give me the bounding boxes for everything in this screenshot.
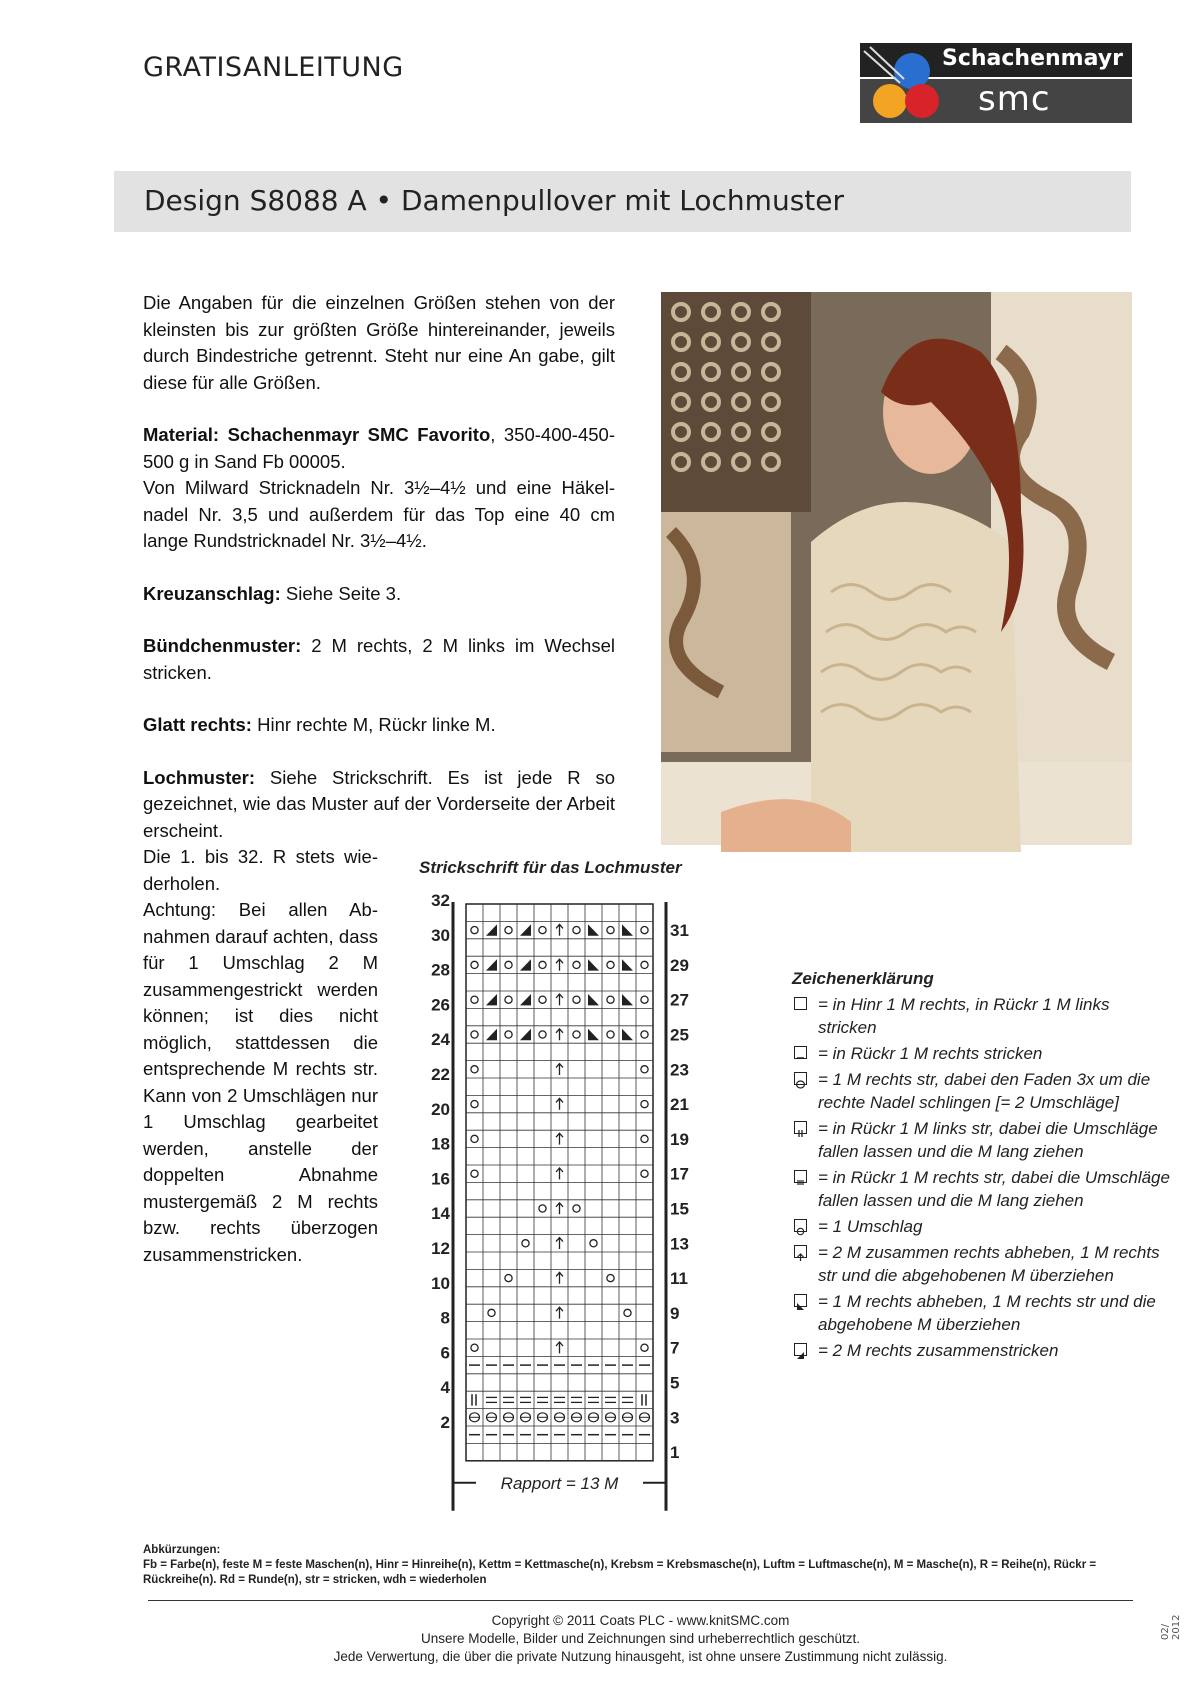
- ssk-triangle-icon: [794, 1294, 807, 1307]
- row-label-right: 27: [670, 990, 689, 1010]
- bars-square-icon: [794, 1121, 807, 1134]
- row-label-right: 1: [670, 1443, 680, 1463]
- row-label-left: 14: [431, 1204, 450, 1224]
- footer-line-2: Unsere Modelle, Bilder und Zeichnungen sind urheberrechtlich geschützt.: [420, 1631, 860, 1646]
- row-label-right: 21: [670, 1095, 689, 1115]
- knitting-chart: [410, 880, 689, 1493]
- logo-smc: smc: [978, 79, 1051, 119]
- row-label-right: 25: [670, 1025, 689, 1045]
- date-stamp: 02/ 2012: [1160, 1614, 1182, 1640]
- design-title: Design S8088 A • Damenpullover mit Lochmuster: [144, 184, 844, 217]
- row-label-right: 17: [670, 1164, 689, 1184]
- loch-paragraph: [143, 765, 615, 845]
- legend-item-k2tog: = 2 M rechts zusammenstricken: [792, 1339, 1172, 1362]
- chart-title: Strickschrift für das Lochmuster: [419, 858, 682, 877]
- glatt-text: Hinr rechte M, Rückr linke M.: [251, 714, 496, 735]
- abbreviations: [143, 1543, 1138, 1588]
- legend-item-ssk: = 1 M rechts abheben, 1 M rechts str und die abgehobene M überziehen: [792, 1290, 1172, 1336]
- arrow-up-square-icon: [794, 1245, 807, 1258]
- row-label-left: 28: [431, 960, 450, 980]
- legend-item-cdd: = 2 M zusammen rechts abheben, 1 M rechts str und die abgehobenen M überziehen: [792, 1241, 1172, 1287]
- row-label-right: 31: [670, 921, 689, 941]
- legend-item-purl: = in Rückr 1 M rechts stricken: [792, 1042, 1172, 1065]
- footer-divider: [148, 1600, 1133, 1601]
- sizes-paragraph: Die Angaben für die einzelnen Größen stehen von der kleinsten bis zur größten Größe hintereinander, jeweils durch Bindestriche getrennt. Steht nur eine An gabe, gilt diese für alle Größen.: [143, 292, 615, 393]
- footer-line-3: Jede Verwertung, die über die private Nutzung hinausgeht, ist ohne unsere Zustimmung nicht zulässig.: [333, 1649, 948, 1664]
- row-label-left: 10: [431, 1273, 450, 1293]
- legend-item-yo: = 1 Umschlag: [792, 1215, 1172, 1238]
- row-label-left: 22: [431, 1065, 450, 1084]
- kreuz-paragraph: [143, 581, 615, 608]
- kreuz-label: Kreuzanschlag:: [143, 582, 281, 604]
- buendchen-text: 2 M rechts, 2 M links im Wechsel stricken.: [143, 635, 615, 683]
- rapport-label: Rapport = 13 M: [500, 1473, 619, 1493]
- legend-title: Zeichenerklärung: [792, 969, 934, 988]
- row-label-left: 12: [431, 1239, 450, 1258]
- kreuz-text: Siehe Seite 3.: [280, 582, 402, 604]
- circle-square-icon: [794, 1219, 807, 1232]
- copyright-line: Copyright © 2011 Coats PLC - www.knitSMC.com: [491, 1613, 790, 1628]
- legend-item-wrap: = 1 M rechts str, dabei den Faden 3x um die rechte Nadel schlingen [= 2 Umschläge]: [792, 1068, 1172, 1114]
- row-label-left: 8: [440, 1308, 450, 1328]
- row-label-left: 6: [440, 1343, 450, 1363]
- row-label-left: 32: [431, 891, 450, 910]
- buendchen-label: Bündchenmuster:: [143, 635, 302, 656]
- material-text: , 350-400-450-500 g in Sand Fb 00005.: [143, 424, 615, 472]
- row-label-right: 19: [670, 1129, 689, 1149]
- row-label-right: 11: [670, 1269, 688, 1289]
- wrap-square-icon: [794, 1072, 807, 1085]
- footer: [148, 1612, 1133, 1666]
- material-paragraph: [143, 422, 615, 555]
- loch-label: Lochmuster:: [143, 766, 256, 788]
- model-photo: [661, 292, 1132, 845]
- yarn-balls-icon: [860, 43, 944, 123]
- empty-square-icon: [794, 997, 807, 1010]
- needles-text: Von Milward Stricknadeln Nr. 3½–4½ und eine Häkelnadel Nr. 3,5 und außerdem für das Top eine 40 cm lange Rundstricknadel Nr. 3½–4½.: [143, 477, 615, 551]
- row-label-right: 29: [670, 955, 689, 975]
- glatt-label: Glatt rechts:: [143, 714, 252, 735]
- legend: [792, 967, 1172, 1365]
- row-label-right: 13: [670, 1234, 689, 1254]
- row-label-left: 4: [440, 1378, 450, 1398]
- repeat-text: Die 1. bis 32. R stets wiederholen.: [143, 846, 378, 894]
- row-label-right: 3: [670, 1408, 680, 1428]
- achtung-text: Achtung: Bei allen Abnahmen darauf achten, dass für 1 Umschlag 2 M zusammengestrickt werden können; ist dies nicht möglich, stattdessen die entsprechende M rechts str. Kann von 2 Umschlägen nur 1 Umschlag gearbeitet werden, anstelle der doppelten Abnahme mustergemäß 2 M rechts bzw. rechts überzogen zusammenstricken.: [143, 899, 378, 1265]
- logo-brand: Schachenmayr: [942, 46, 1123, 71]
- brand-logo: [860, 43, 1132, 123]
- row-label-right: 5: [670, 1373, 680, 1393]
- design-bar: [114, 171, 1131, 232]
- double-dash-square-icon: [794, 1170, 807, 1183]
- row-label-right: 7: [670, 1338, 680, 1358]
- material-label: Material: Schachenmayr SMC Favorito: [143, 424, 491, 445]
- buendchen-paragraph: [143, 633, 615, 686]
- legend-item-drop-purl: = in Rückr 1 M links str, dabei die Umschläge fallen lassen und die M lang ziehen: [792, 1117, 1172, 1163]
- glatt-paragraph: [143, 712, 615, 739]
- row-label-left: 16: [431, 1169, 450, 1189]
- row-label-left: 18: [431, 1134, 450, 1154]
- abbreviations-text: Fb = Farbe(n), feste M = feste Maschen(n), Hinr = Hinreihe(n), Kettm = Kettmasche(n), Krebsm = Krebsmasche(n), Luftm = Luftmasche(n), M = Masche(n), R = Reihe(n), Rückr = Rückreihe(n). Rd = Runde(n), str = stricken, wdh = wiederholen: [143, 1559, 1097, 1586]
- abbreviations-title: Abkürzungen:: [143, 1544, 221, 1556]
- row-label-right: 15: [670, 1199, 689, 1219]
- dash-square-icon: [794, 1046, 807, 1059]
- loch-text: Siehe Strickschrift. Es ist jede R so gezeichnet, wie das Muster auf der Vorderseite der Arbeit erscheint.: [143, 766, 615, 841]
- row-label-left: 24: [431, 1030, 450, 1050]
- row-label-left: 30: [431, 925, 450, 945]
- row-label-left: 2: [440, 1413, 450, 1432]
- row-label-right: 23: [670, 1060, 689, 1080]
- k2tog-triangle-icon: [794, 1343, 807, 1356]
- row-label-left: 26: [431, 995, 450, 1015]
- row-label-right: 9: [670, 1303, 680, 1323]
- row-label-left: 20: [431, 1099, 450, 1119]
- header-title: GRATISANLEITUNG: [143, 52, 404, 83]
- legend-item-knit: = in Hinr 1 M rechts, in Rückr 1 M links stricken: [792, 993, 1172, 1039]
- legend-item-drop-knit: = in Rückr 1 M rechts str, dabei die Umschläge fallen lassen und die M lang ziehen: [792, 1166, 1172, 1212]
